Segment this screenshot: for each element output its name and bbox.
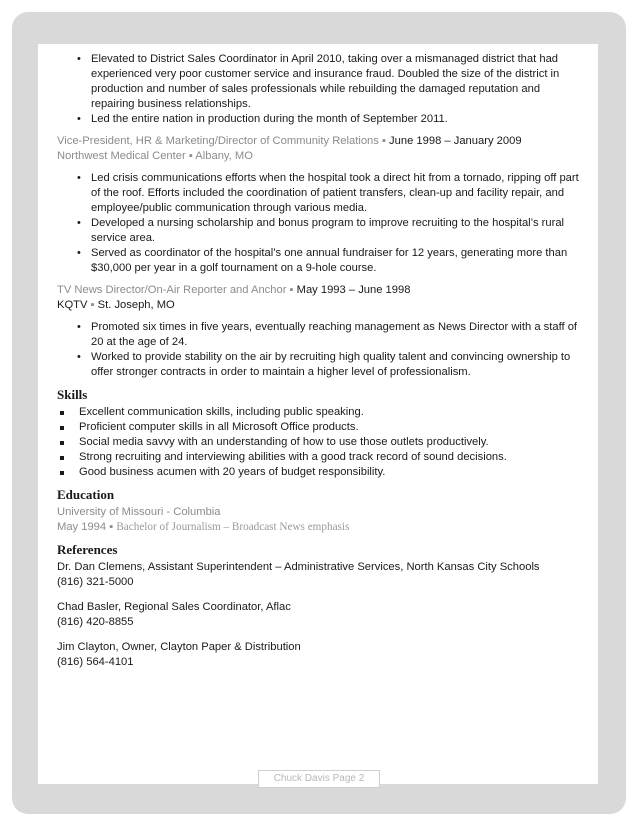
list-item: Proficient computer skills in all Microsoft Office products. [57,420,585,435]
page-footer: Chuck Davis Page 2 [258,770,380,788]
reference-entry [57,640,585,670]
reference-phone: (816) 564-4101 [57,656,134,668]
education-line [57,520,585,535]
separator: ▪ [90,299,95,311]
job-title: TV News Director/On-Air Reporter and Anchor [57,284,287,296]
job-dates: June 1998 – January 2009 [389,135,522,147]
separator: ▪ [289,284,294,296]
location: Albany, MO [195,150,253,162]
reference-name: Dr. Dan Clemens, Assistant Superintendent – Administrative Services, North Kansas City Schools [57,561,540,573]
reference-name: Jim Clayton, Owner, Clayton Paper & Distribution [57,641,301,653]
resume-content [57,52,585,680]
list-item: • Promoted six times in five years, eventually reaching management as News Director with a staff of 20 at the age of 24. [57,320,585,350]
job-employer-line [57,149,585,164]
list-item: • Elevated to District Sales Coordinator in April 2010, taking over a mismanaged district that had experienced very poor customer service and insurance fraud. Doubled the size of the district in production and number of sales professionals while rebuilding the damaged reputation and repairing business relationships. [57,52,585,112]
reference-phone: (816) 321-5000 [57,576,134,588]
list-item: Strong recruiting and interviewing abilities with a good track record of sound decisions. [57,450,585,465]
education-school: University of Missouri - Columbia [57,506,221,518]
section-heading-references: References [57,542,118,557]
reference-name: Chad Basler, Regional Sales Coordinator, Aflac [57,601,291,613]
top-bullet-list [57,52,585,127]
job-employer-line [57,298,585,313]
job-entry [57,283,585,380]
reference-entry [57,600,585,630]
job-entry [57,134,585,276]
list-item: • Led crisis communications efforts when the hospital took a direct hit from a tornado, ripping off part of the roof. Efforts included the coordination of patient transfers, clean-up and facility repair, and employee/public communication through various media. [57,171,585,216]
list-item: • Worked to provide stability on the air by recruiting high quality talent and convincing ownership to offer stronger contracts in order to maintain a higher level of professionalism. [57,350,585,380]
education-degree: Bachelor of Journalism – Broadcast News emphasis [116,521,350,533]
section-heading-skills: Skills [57,387,88,402]
list-item: Good business acumen with 20 years of budget responsibility. [57,465,585,480]
separator: ▪ [109,521,114,533]
job-bullet-list [57,320,585,380]
job-title: Vice-President, HR & Marketing/Director of Community Relations [57,135,379,147]
location: St. Joseph, MO [97,299,175,311]
employer: KQTV [57,299,88,311]
job-header [57,134,585,149]
list-item: Social media savvy with an understanding of how to use those outlets productively. [57,435,585,450]
list-item: Excellent communication skills, including public speaking. [57,405,585,420]
separator: ▪ [188,150,193,162]
job-dates: May 1993 – June 1998 [296,284,411,296]
job-header [57,283,585,298]
section-heading-education: Education [57,487,115,502]
job-bullet-list [57,171,585,276]
list-item: • Developed a nursing scholarship and bonus program to improve recruiting to the hospital’s rural service area. [57,216,585,246]
separator: ▪ [381,135,386,147]
skills-list [57,405,585,480]
list-item: • Served as coordinator of the hospital’s one annual fundraiser for 12 years, generating more than $30,000 per year in a golf tournament on a 9-hole course. [57,246,585,276]
list-item: • Led the entire nation in production during the month of September 2011. [57,112,585,127]
reference-phone: (816) 420-8855 [57,616,134,628]
education-date: May 1994 [57,521,107,533]
reference-entry [57,560,585,590]
employer: Northwest Medical Center [57,150,186,162]
